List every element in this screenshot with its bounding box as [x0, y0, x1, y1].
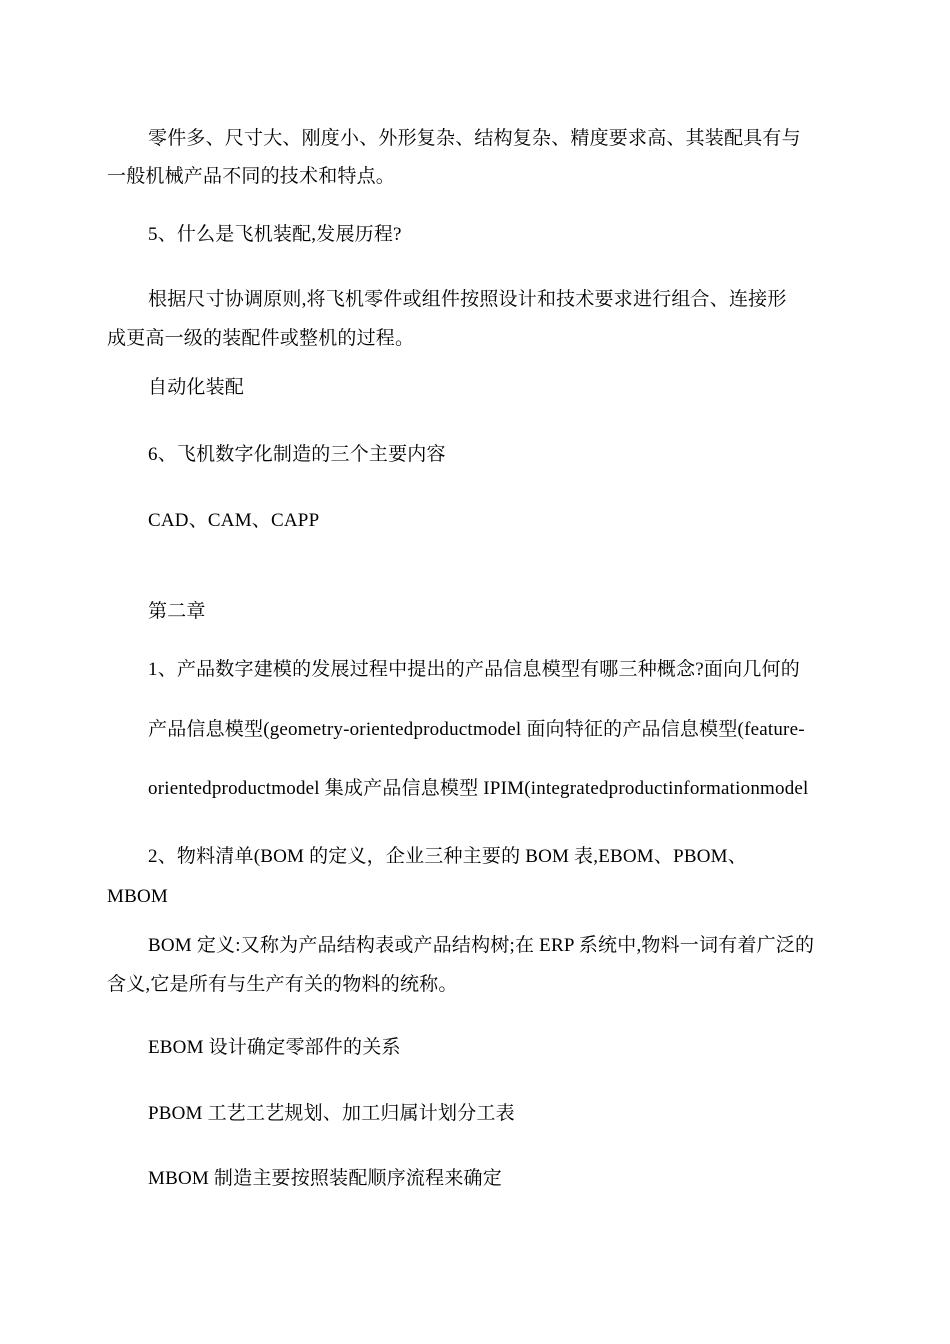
paragraph-line: 成更高一级的装配件或整机的过程。 [107, 328, 415, 349]
question-heading: 1、产品数字建模的发展过程中提出的产品信息模型有哪三种概念?面向几何的 [148, 659, 800, 680]
paragraph-line: 零件多、尺寸大、刚度小、外形复杂、结构复杂、精度要求高、其装配具有与 [148, 128, 801, 149]
paragraph-line: 含义,它是所有与生产有关的物料的统称。 [107, 974, 458, 995]
paragraph-line: 自动化装配 [148, 377, 245, 398]
paragraph-line: 根据尺寸协调原则,将飞机零件或组件按照设计和技术要求进行组合、连接形 [148, 289, 787, 310]
paragraph-line: 一般机械产品不同的技术和特点。 [107, 166, 396, 187]
paragraph-line: orientedproductmodel 集成产品信息模型 IPIM(integratedproductinformationmodel [148, 778, 809, 799]
paragraph-line: PBOM 工艺工艺规划、加工归属计划分工表 [148, 1103, 515, 1124]
chapter-heading: 第二章 [148, 601, 206, 622]
paragraph-line: MBOM 制造主要按照装配顺序流程来确定 [148, 1168, 502, 1189]
question-heading: 2、物料清单(BOM 的定义，企业三种主要的 BOM 表,EBOM、PBOM、 [148, 846, 747, 867]
question-heading: 5、什么是飞机装配,发展历程? [148, 224, 402, 245]
paragraph-line: MBOM [107, 886, 168, 907]
paragraph-line: BOM 定义:又称为产品结构表或产品结构树;在 ERP 系统中,物料一词有着广泛的 [148, 935, 815, 956]
paragraph-line: EBOM 设计确定零部件的关系 [148, 1037, 401, 1058]
paragraph-line: 产品信息模型(geometry-orientedproductmodel 面向特征的产品信息模型(feature- [148, 719, 805, 740]
question-heading: 6、飞机数字化制造的三个主要内容 [148, 444, 446, 465]
paragraph-line: CAD、CAM、CAPP [148, 510, 320, 531]
